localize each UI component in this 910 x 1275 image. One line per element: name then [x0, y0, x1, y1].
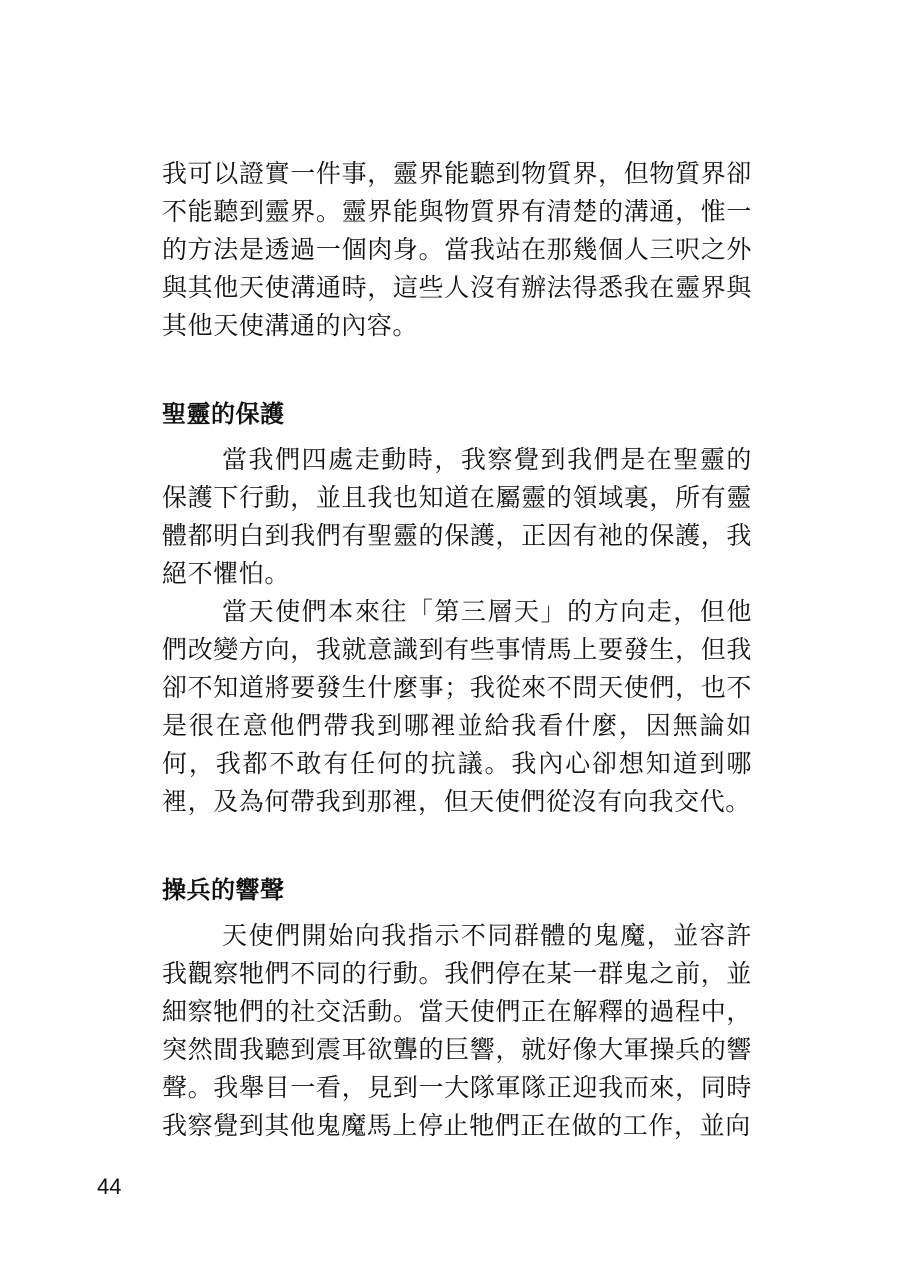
section-spacer	[162, 821, 752, 859]
section1-paragraph-2: 當天使們本來往「第三層天」的方向走，但他們改變方向，我就意識到有些事情馬上要發生，但我卻不知道將要發生什麼事；我從來不問天使們，也不是很在意他們帶我到哪裡並給我看什麼，因無論如何，我都不敢有任何的抗議。我內心卻想知道到哪裡，及為何帶我到那裡，但天使們從沒有向我交代。	[162, 597, 752, 816]
section1-paragraph-1: 當我們四處走動時，我察覺到我們是在聖靈的保護下行動，並且我也知道在屬靈的領域裏，所有靈體都明白到我們有聖靈的保護，正因有祂的保護，我絕不懼怕。	[162, 445, 752, 588]
section2-paragraph-1: 天使們開始向我指示不同群體的鬼魔，並容許我觀察牠們不同的行動。我們停在某一群鬼之前，並細察牠們的社交活動。當天使們正在解釋的過程中，突然間我聽到震耳欲聾的巨響，就好像大軍操兵的響聲。我舉目一看，見到一大隊軍隊正迎我而來，同時我察覺到其他鬼魔馬上停止牠們正在做的工作，並向	[162, 921, 752, 1140]
section-spacer	[162, 345, 752, 383]
section-heading-holy-spirit-protection: 聖靈的保護	[162, 400, 285, 428]
page-body	[162, 155, 752, 1145]
page-number: 44	[97, 1174, 122, 1199]
section-heading-drill-sound: 操兵的響聲	[162, 876, 285, 904]
intro-paragraph: 我可以證實一件事，靈界能聽到物質界，但物質界卻不能聽到靈界。靈界能與物質界有清楚的溝通，惟一的方法是透過一個肉身。當我站在那幾個人三呎之外與其他天使溝通時，這些人沒有辦法得悉我在靈界與其他天使溝通的內容。	[162, 159, 752, 340]
